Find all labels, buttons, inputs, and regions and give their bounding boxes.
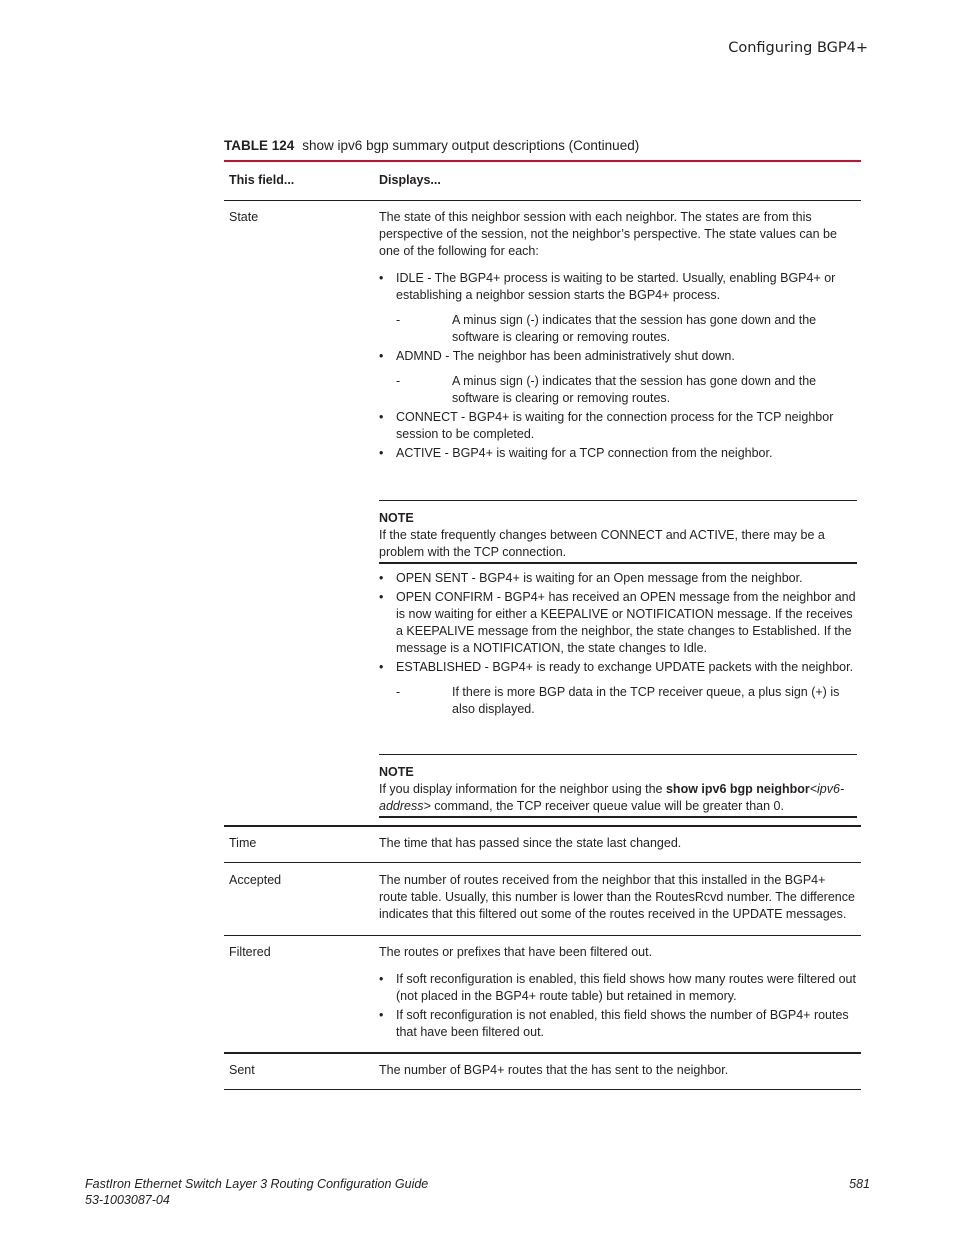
bullet-icon: • [379,660,384,674]
note-bottom-rule [379,816,857,818]
state-open-sent: OPEN SENT - BGP4+ is waiting for an Open message from the neighbor. [396,571,803,585]
filtered-list [379,971,857,1041]
list-item [379,270,857,346]
sub-item [379,312,857,346]
note-top-rule [379,754,857,755]
dash-icon: - [396,313,401,327]
column-header-displays: Displays... [379,173,441,187]
running-header: Configuring BGP4+ [728,40,868,56]
state-description [379,209,857,464]
column-header-field: This field... [229,173,295,187]
field-sent: Sent [229,1063,255,1077]
time-description: The time that has passed since the state last changed. [379,836,682,850]
admnd-sub-text: A minus sign (-) indicates that the session has gone down and the software is clearing or removing routes. [452,374,817,405]
note2-command: show ipv6 bgp neighbor [665,782,810,796]
caption-rule [224,160,861,162]
row-rule [224,935,861,936]
note-text [379,781,857,815]
footer-doc-number: 53-1003087-04 [85,1193,170,1207]
field-time: Time [229,836,257,850]
sub-item [379,373,857,407]
state-admnd: ADMND - The neighbor has been administratively shut down. [396,349,735,363]
footer-title: FastIron Ethernet Switch Layer 3 Routing Configuration Guide [85,1177,429,1191]
filtered-item-2: If soft reconfiguration is not enabled, this field shows the number of BGP4+ routes that have been filtered out. [396,1008,849,1039]
filtered-description [379,944,857,1043]
note-text: If the state frequently changes between CONNECT and ACTIVE, there may be a problem with the TCP connection. [379,528,825,559]
state-idle: IDLE - The BGP4+ process is waiting to be started. Usually, enabling BGP4+ or establishing a neighbor session starts the BGP4+ process. [396,271,836,302]
idle-sub-text: A minus sign (-) indicates that the session has gone down and the software is clearing or removing routes. [452,313,817,344]
note-title: NOTE [379,511,414,525]
note-top-rule [379,500,857,501]
state-connect: CONNECT - BGP4+ is waiting for the connection process for the TCP neighbor session to be completed. [396,410,834,441]
list-item [379,589,857,657]
field-state: State [229,210,259,224]
note2-post: command, the TCP receiver queue value will be greater than 0. [430,799,784,813]
list-item [379,971,857,1005]
page-number: 581 [849,1177,870,1191]
accepted-description: The number of routes received from the neighbor that this installed in the BGP4+ route table. Usually, this number is lower than the RoutesRcvd number. The difference indicates that this filtered out some of the routes received in the UPDATE messages. [379,873,855,921]
page-footer [85,1176,870,1208]
note2-pre: If you display information for the neighbor using the [379,782,666,796]
bullet-icon: • [379,446,384,460]
bullet-icon: • [379,271,384,285]
bullet-icon: • [379,590,384,604]
note-title: NOTE [379,765,414,779]
bullet-icon: • [379,410,384,424]
field-accepted: Accepted [229,873,282,887]
state-list-2-container [379,570,857,720]
table-title: show ipv6 bgp summary output descriptions (Continued) [302,138,640,153]
table-bottom-rule [224,1089,861,1090]
list-item [379,1007,857,1041]
dash-icon: - [396,374,401,388]
state-active: ACTIVE - BGP4+ is waiting for a TCP connection from the neighbor. [396,446,773,460]
filtered-intro: The routes or prefixes that have been filtered out. [379,945,653,959]
state-established: ESTABLISHED - BGP4+ is ready to exchange UPDATE packets with the neighbor. [396,660,854,674]
row-rule [224,862,861,863]
note2-argument: <ipv6-address> [379,782,845,813]
table-number: TABLE 124 [224,138,295,153]
state-list-1 [379,270,857,462]
dash-icon: - [396,685,401,699]
list-item [379,348,857,407]
note-bottom-rule [379,562,857,564]
note-1 [379,500,857,564]
list-item [379,445,857,462]
bullet-icon: • [379,972,384,986]
established-sub-text: If there is more BGP data in the TCP receiver queue, a plus sign (+) is also displayed. [452,685,840,716]
list-item [379,409,857,443]
row-rule [224,825,861,827]
row-rule [224,1052,861,1054]
list-item [379,570,857,587]
filtered-item-1: If soft reconfiguration is enabled, this field shows how many routes were filtered out (not placed in the BGP4+ route table) but retained in memory. [396,972,856,1003]
state-list-2 [379,570,857,718]
state-open-confirm: OPEN CONFIRM - BGP4+ has received an OPEN message from the neighbor and is now waiting for either a KEEPALIVE or NOTIFICATION message. If the receives a KEEPALIVE message from the neighbor, the state changes to Established. If the message is a NOTIFICATION, the state changes to Idle. [396,590,856,655]
bullet-icon: • [379,349,384,363]
bullet-icon: • [379,571,384,585]
state-intro: The state of this neighbor session with each neighbor. The states are from this perspective of the session, not the neighbor’s perspective. The state values can be one of the following for each: [379,210,837,258]
sub-item [379,684,857,718]
field-filtered: Filtered [229,945,271,959]
sent-description: The number of BGP4+ routes that the has sent to the neighbor. [379,1063,729,1077]
list-item [379,659,857,718]
note-2 [379,754,857,818]
table-caption [224,138,861,153]
header-rule [224,200,861,201]
bullet-icon: • [379,1008,384,1022]
